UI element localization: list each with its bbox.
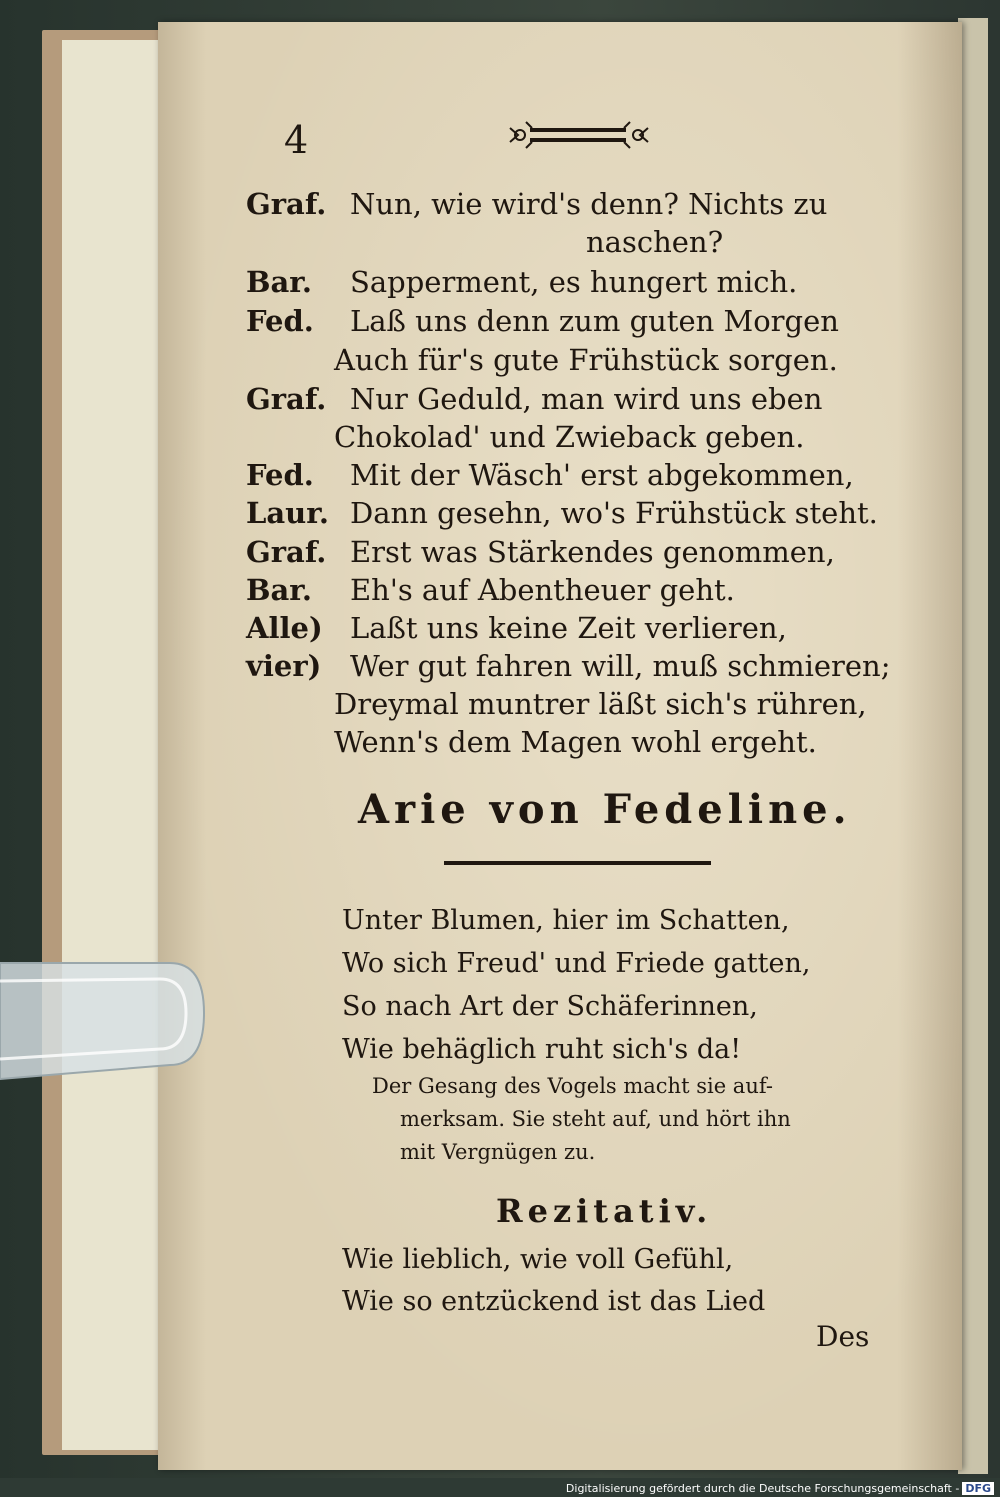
- dialogue-text: Mit der Wäsch' erst abgekommen,: [350, 458, 854, 492]
- speaker-name: vier): [246, 649, 322, 683]
- dialogue-text: Chokolad' und Zwieback geben.: [334, 420, 805, 454]
- dialogue-text: Laß uns denn zum guten Morgen: [350, 304, 839, 338]
- speaker-name: Alle): [246, 611, 323, 645]
- dialogue-line: [246, 187, 828, 221]
- dialogue-line: [246, 382, 823, 416]
- stage-direction-line: Der Gesang des Vogels macht sie auf-: [372, 1074, 773, 1098]
- decorative-rule-ornament-icon: [508, 118, 658, 162]
- dialogue-line: [246, 649, 891, 683]
- speaker-name: Graf.: [246, 382, 327, 416]
- dialogue-line: [246, 535, 835, 569]
- aria-line: So nach Art der Schäferinnen,: [342, 991, 758, 1022]
- speaker-name: Graf.: [246, 187, 327, 221]
- dialogue-line: [334, 687, 867, 721]
- dialogue-line: [586, 225, 724, 259]
- stage-direction-line: merksam. Sie steht auf, und hört ihn: [400, 1107, 791, 1131]
- dialogue-line: [246, 611, 787, 645]
- catchword: Des: [816, 1320, 870, 1353]
- digitization-credit: [566, 1482, 994, 1495]
- aria-line: Wie behäglich ruht sich's da!: [342, 1034, 742, 1065]
- aria-line: Wo sich Freud' und Friede gatten,: [342, 948, 811, 979]
- dialogue-line: [246, 265, 798, 299]
- aria-line: Unter Blumen, hier im Schatten,: [342, 905, 790, 936]
- dialogue-text: Dreymal muntrer läßt sich's rühren,: [334, 687, 867, 721]
- recitative-line: Wie lieblich, wie voll Gefühl,: [342, 1244, 734, 1275]
- stage-direction-line: mit Vergnügen zu.: [400, 1140, 596, 1164]
- dialogue-text: Nur Geduld, man wird uns eben: [350, 382, 823, 416]
- dialogue-text: Wer gut fahren will, muß schmieren;: [350, 649, 891, 683]
- next-page-edge: [958, 18, 988, 1474]
- dialogue-line: [246, 496, 878, 530]
- dialogue-text: Wenn's dem Magen wohl ergeht.: [334, 725, 817, 759]
- speaker-name: Fed.: [246, 304, 314, 338]
- aria-title: Arie von Fedeline.: [358, 786, 852, 833]
- dialogue-line: [246, 304, 839, 338]
- dialogue-text: naschen?: [586, 225, 724, 259]
- dialogue-text: Auch für's gute Frühstück sorgen.: [334, 343, 838, 377]
- dialogue-line: [246, 573, 735, 607]
- page-number: 4: [284, 118, 309, 162]
- speaker-name: Bar.: [246, 265, 313, 299]
- recitative-line: Wie so entzückend ist das Lied: [342, 1286, 766, 1317]
- speaker-name: Bar.: [246, 573, 313, 607]
- dialogue-text: Laßt uns keine Zeit verlieren,: [350, 611, 787, 645]
- dialogue-text: Nun, wie wird's denn? Nichts zu: [350, 187, 828, 221]
- dialogue-text: Erst was Stärkendes genommen,: [350, 535, 835, 569]
- dialogue-text: Sapperment, es hungert mich.: [350, 265, 798, 299]
- speaker-name: Fed.: [246, 458, 314, 492]
- speaker-name: Graf.: [246, 535, 327, 569]
- recitative-title: Rezitativ.: [496, 1192, 713, 1230]
- credit-text: Digitalisierung gefördert durch die Deutsche Forschungsgemeinschaft -: [565, 1482, 960, 1495]
- speaker-name: Laur.: [246, 496, 329, 530]
- dialogue-line: [334, 420, 805, 454]
- section-divider: [444, 861, 711, 865]
- page-clip-icon: [0, 955, 208, 1083]
- dfg-logo: DFG: [962, 1482, 994, 1495]
- dialogue-text: Eh's auf Abentheuer geht.: [350, 573, 735, 607]
- dialogue-line: [334, 343, 838, 377]
- dialogue-line: [246, 458, 854, 492]
- dialogue-line: [334, 725, 817, 759]
- dialogue-text: Dann gesehn, wo's Frühstück steht.: [350, 496, 878, 530]
